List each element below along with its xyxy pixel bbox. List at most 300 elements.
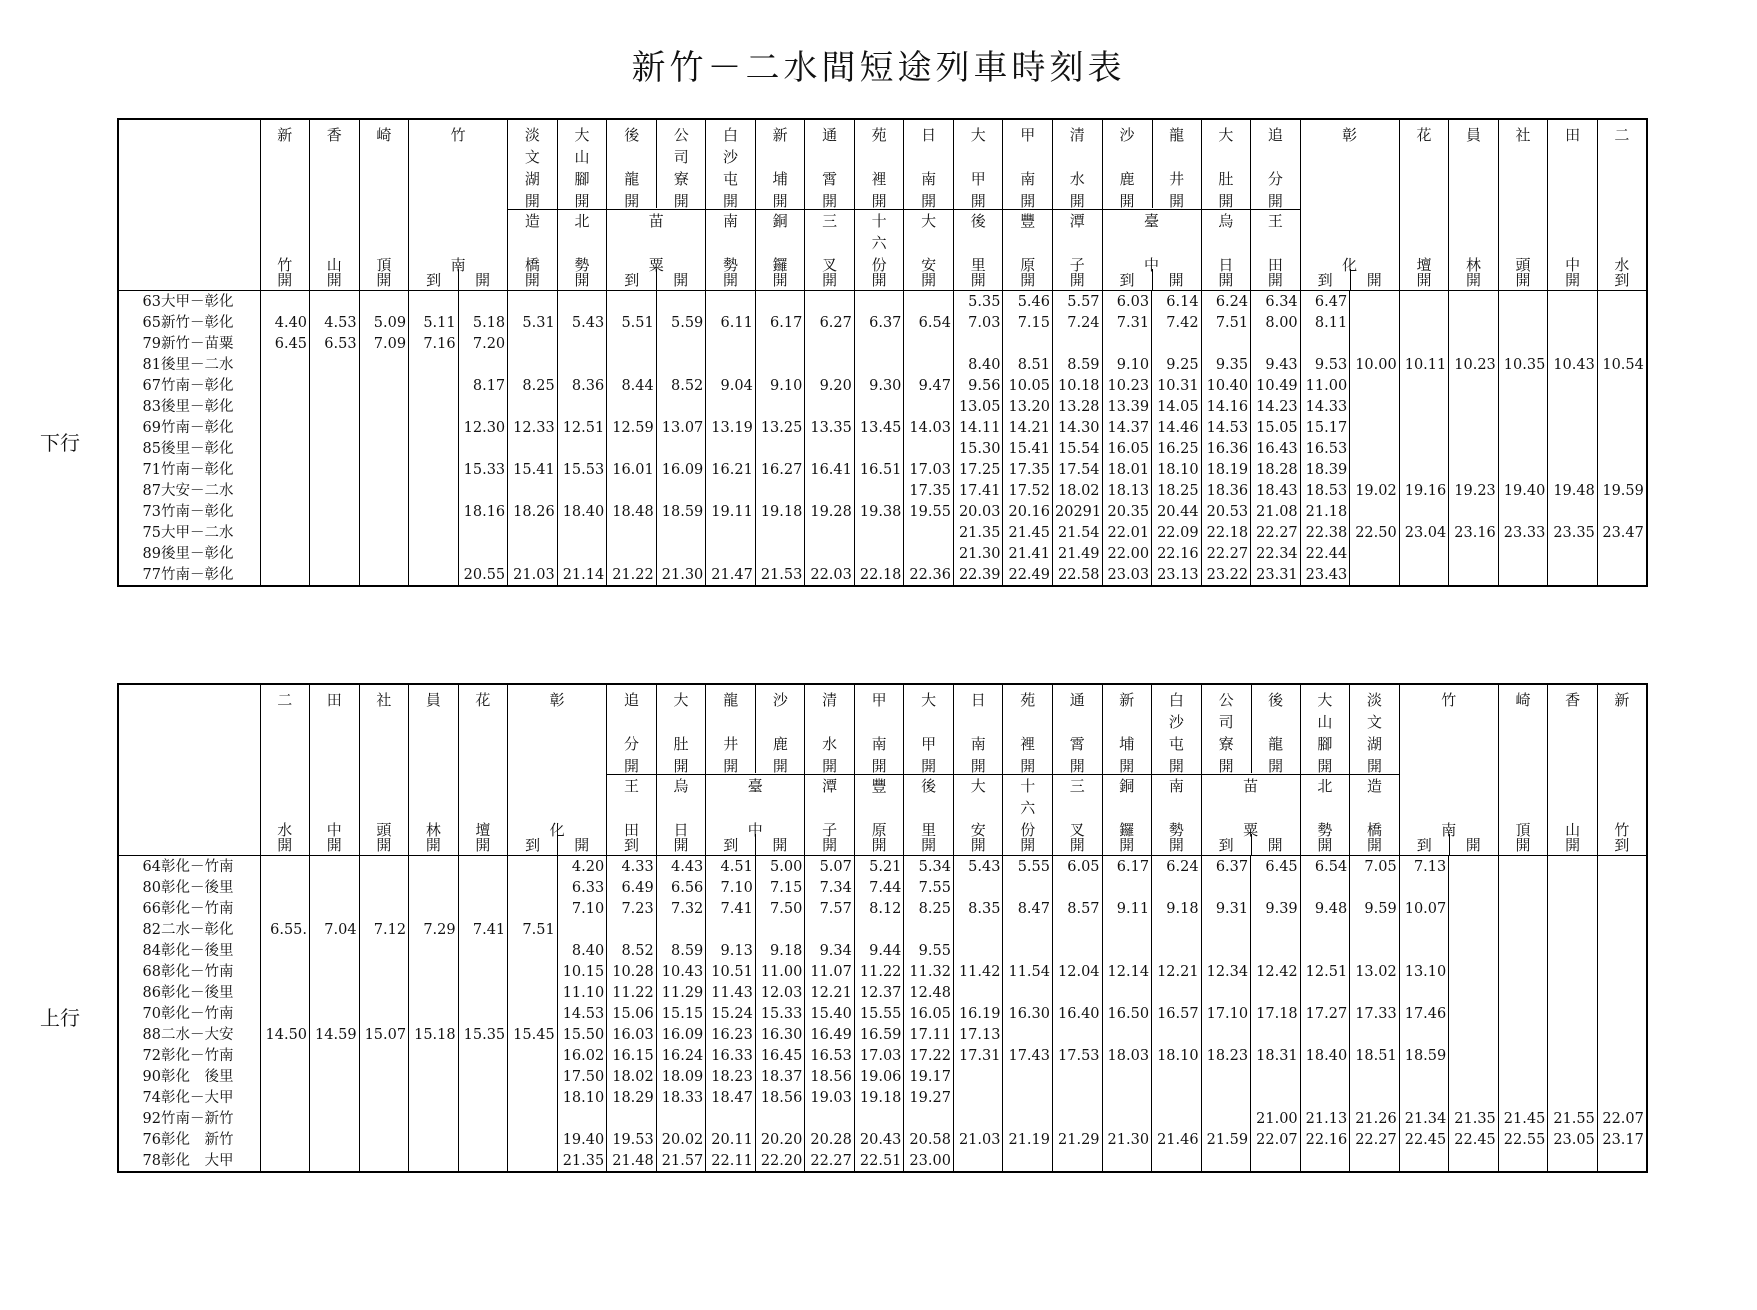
- time-cell: [607, 354, 657, 375]
- time-cell: 15.53: [557, 459, 607, 480]
- time-cell: 22.27: [1350, 1129, 1400, 1150]
- time-cell: 9.53: [1300, 354, 1350, 375]
- time-cell: [1102, 1108, 1152, 1129]
- time-cell: 18.10: [1152, 459, 1202, 480]
- time-cell: [1498, 417, 1548, 438]
- time-cell: 21.14: [557, 564, 607, 586]
- time-cell: 18.16: [458, 501, 508, 522]
- station-header: 白 沙 屯 開 南 勢 開: [1152, 684, 1202, 856]
- time-cell: 15.41: [1003, 438, 1053, 459]
- time-cell: [409, 417, 459, 438]
- time-cell: [1498, 1150, 1548, 1172]
- train-route: 大甲－二水: [161, 524, 234, 541]
- time-cell: 10.40: [1201, 375, 1251, 396]
- time-cell: [458, 1087, 508, 1108]
- time-cell: 11.43: [706, 982, 756, 1003]
- time-cell: 23.13: [1152, 564, 1202, 586]
- time-cell: 8.11: [1300, 312, 1350, 333]
- station-header: 崎 頂 開: [1498, 684, 1548, 856]
- time-cell: 16.03: [607, 1024, 657, 1045]
- time-cell: 14.50: [260, 1024, 310, 1045]
- station-header: 社 頭 開: [1498, 119, 1548, 291]
- time-cell: [1300, 940, 1350, 961]
- time-cell: [1449, 961, 1499, 982]
- time-cell: [1003, 1150, 1053, 1172]
- time-cell: 12.59: [607, 417, 657, 438]
- time-cell: 8.00: [1251, 312, 1301, 333]
- time-cell: [557, 396, 607, 417]
- time-cell: 17.31: [953, 1045, 1003, 1066]
- time-cell: [508, 396, 558, 417]
- time-cell: 14.30: [1053, 417, 1103, 438]
- time-cell: [1350, 1024, 1400, 1045]
- train-number: 81: [142, 356, 161, 373]
- time-cell: [260, 1108, 310, 1129]
- time-cell: 21.41: [1003, 543, 1053, 564]
- station-header: 白 沙 屯 開 南 勢 開: [706, 119, 756, 291]
- train-label: [118, 543, 260, 564]
- time-cell: 6.14: [1152, 291, 1202, 313]
- station-header: 田 中 開: [310, 684, 360, 856]
- train-label: [118, 1045, 260, 1066]
- time-cell: [310, 417, 360, 438]
- time-cell: [1498, 543, 1548, 564]
- station-header: 新 竹 開: [260, 119, 310, 291]
- time-cell: 7.41: [458, 919, 508, 940]
- time-cell: 15.30: [953, 438, 1003, 459]
- time-cell: 18.47: [706, 1087, 756, 1108]
- time-cell: [557, 1108, 607, 1129]
- time-cell: [458, 438, 508, 459]
- time-cell: 17.53: [1053, 1045, 1103, 1066]
- time-cell: 16.49: [805, 1024, 855, 1045]
- time-cell: 18.23: [706, 1066, 756, 1087]
- train-route: 竹南－彰化: [161, 503, 234, 520]
- time-cell: [310, 543, 360, 564]
- time-cell: [1449, 438, 1499, 459]
- train-label: [118, 1024, 260, 1045]
- time-cell: [260, 417, 310, 438]
- time-cell: 13.45: [854, 417, 904, 438]
- time-cell: [1498, 1024, 1548, 1045]
- time-cell: [359, 961, 409, 982]
- time-cell: 22.34: [1251, 543, 1301, 564]
- time-cell: [953, 982, 1003, 1003]
- time-cell: [1003, 919, 1053, 940]
- time-cell: [508, 940, 558, 961]
- time-cell: 14.11: [953, 417, 1003, 438]
- time-cell: 20.11: [706, 1129, 756, 1150]
- time-cell: 9.59: [1350, 898, 1400, 919]
- time-cell: [953, 1108, 1003, 1129]
- time-cell: [458, 1129, 508, 1150]
- time-cell: 15.54: [1053, 438, 1103, 459]
- time-cell: 5.11: [409, 312, 459, 333]
- time-cell: [359, 396, 409, 417]
- station-header: 大 山 腳 開 北 勢 開: [1300, 684, 1350, 856]
- time-cell: [1251, 1066, 1301, 1087]
- train-label: [118, 312, 260, 333]
- time-cell: [310, 982, 360, 1003]
- time-cell: [359, 522, 409, 543]
- time-cell: 6.56: [656, 877, 706, 898]
- time-cell: [1548, 961, 1598, 982]
- time-cell: [1548, 940, 1598, 961]
- time-cell: 18.26: [508, 501, 558, 522]
- time-cell: 21.35: [1449, 1108, 1499, 1129]
- time-cell: [1300, 919, 1350, 940]
- time-cell: 6.05: [1053, 856, 1103, 878]
- time-cell: [409, 1150, 459, 1172]
- time-cell: [1548, 333, 1598, 354]
- time-cell: [1003, 940, 1053, 961]
- time-cell: 18.02: [607, 1066, 657, 1087]
- time-cell: [508, 982, 558, 1003]
- time-cell: [1449, 1024, 1499, 1045]
- time-cell: [1449, 1003, 1499, 1024]
- time-cell: [656, 919, 706, 940]
- station-header: 通 霄 開 三 叉 開: [1053, 684, 1103, 856]
- time-cell: 21.30: [1102, 1129, 1152, 1150]
- time-cell: 13.35: [805, 417, 855, 438]
- time-cell: 18.02: [1053, 480, 1103, 501]
- train-route: 後里－二水: [161, 356, 234, 373]
- time-cell: 13.07: [656, 417, 706, 438]
- time-cell: [854, 480, 904, 501]
- time-cell: [458, 354, 508, 375]
- time-cell: [458, 480, 508, 501]
- time-cell: [458, 1045, 508, 1066]
- time-cell: [607, 291, 657, 313]
- time-cell: [805, 354, 855, 375]
- train-number: 71: [142, 461, 161, 478]
- time-cell: [458, 1066, 508, 1087]
- time-cell: [409, 1003, 459, 1024]
- time-cell: [1201, 940, 1251, 961]
- time-cell: 19.40: [557, 1129, 607, 1150]
- time-cell: 19.23: [1449, 480, 1499, 501]
- time-cell: [310, 856, 360, 878]
- time-cell: [1399, 877, 1449, 898]
- time-cell: 22.45: [1399, 1129, 1449, 1150]
- time-cell: 22.09: [1152, 522, 1202, 543]
- time-cell: [1449, 375, 1499, 396]
- train-number: 85: [142, 440, 161, 457]
- time-cell: [1053, 1066, 1103, 1087]
- time-cell: 9.34: [805, 940, 855, 961]
- time-cell: [1399, 564, 1449, 586]
- train-route: 彰化－竹南: [161, 963, 234, 980]
- time-cell: 22.27: [805, 1150, 855, 1172]
- train-route: 竹南－彰化: [161, 566, 234, 583]
- time-cell: 4.53: [310, 312, 360, 333]
- time-cell: [1449, 1150, 1499, 1172]
- time-cell: [1350, 982, 1400, 1003]
- time-cell: [904, 396, 954, 417]
- time-cell: 23.43: [1300, 564, 1350, 586]
- time-cell: [854, 1108, 904, 1129]
- station-header: 日 南 開 大 安 開: [904, 119, 954, 291]
- time-cell: 18.13: [1102, 480, 1152, 501]
- time-cell: 17.10: [1201, 1003, 1251, 1024]
- time-cell: 17.25: [953, 459, 1003, 480]
- train-number: 77: [142, 566, 161, 583]
- time-cell: [557, 480, 607, 501]
- time-cell: [1498, 312, 1548, 333]
- time-cell: [1053, 333, 1103, 354]
- time-cell: 11.32: [904, 961, 954, 982]
- time-cell: [1201, 1108, 1251, 1129]
- train-row: [118, 982, 1647, 1003]
- time-cell: 13.02: [1350, 961, 1400, 982]
- time-cell: [458, 543, 508, 564]
- time-cell: 23.22: [1201, 564, 1251, 586]
- time-cell: [656, 333, 706, 354]
- time-cell: [805, 1108, 855, 1129]
- time-cell: [1350, 417, 1400, 438]
- station-header: 清 水 開 潭 子 開: [1053, 119, 1103, 291]
- time-cell: 6.34: [1251, 291, 1301, 313]
- time-cell: 6.24: [1152, 856, 1202, 878]
- time-cell: [508, 1129, 558, 1150]
- time-cell: [409, 459, 459, 480]
- time-cell: 22.55: [1498, 1129, 1548, 1150]
- time-cell: [1003, 1024, 1053, 1045]
- time-cell: [1003, 1108, 1053, 1129]
- time-cell: [1548, 1045, 1598, 1066]
- station-header: 淡 文 湖 開 造 橋 開: [1350, 684, 1400, 856]
- time-cell: 16.41: [805, 459, 855, 480]
- train-row: [118, 459, 1647, 480]
- time-cell: 23.00: [904, 1150, 954, 1172]
- time-cell: [557, 438, 607, 459]
- station-header: 員 林 開: [409, 684, 459, 856]
- train-row: [118, 940, 1647, 961]
- time-cell: [310, 438, 360, 459]
- time-cell: 18.53: [1300, 480, 1350, 501]
- time-cell: 15.55: [854, 1003, 904, 1024]
- time-cell: [557, 333, 607, 354]
- time-cell: [755, 522, 805, 543]
- time-cell: [1053, 940, 1103, 961]
- station-header: 日 南 開 大 安 開: [953, 684, 1003, 856]
- time-cell: [1548, 919, 1598, 940]
- time-cell: 22.18: [1201, 522, 1251, 543]
- time-cell: [656, 480, 706, 501]
- train-number: 70: [142, 1005, 161, 1022]
- time-cell: 18.40: [1300, 1045, 1350, 1066]
- train-row: [118, 961, 1647, 982]
- time-cell: [1399, 333, 1449, 354]
- time-cell: 10.35: [1498, 354, 1548, 375]
- time-cell: [1003, 1066, 1053, 1087]
- time-cell: 10.31: [1152, 375, 1202, 396]
- time-cell: 7.44: [854, 877, 904, 898]
- time-cell: 6.37: [1201, 856, 1251, 878]
- time-cell: [904, 438, 954, 459]
- time-cell: 18.23: [1201, 1045, 1251, 1066]
- time-cell: 21.34: [1399, 1108, 1449, 1129]
- time-cell: 10.11: [1399, 354, 1449, 375]
- train-route: 後里－彰化: [161, 440, 234, 457]
- train-row: [118, 501, 1647, 522]
- station-header: 苑 裡 開 十 六 份 開: [1003, 684, 1053, 856]
- time-cell: [310, 459, 360, 480]
- time-cell: [1300, 333, 1350, 354]
- time-cell: [1251, 940, 1301, 961]
- time-cell: [953, 877, 1003, 898]
- time-cell: 5.00: [755, 856, 805, 878]
- time-cell: 22.01: [1102, 522, 1152, 543]
- time-cell: 8.47: [1003, 898, 1053, 919]
- down-timetable-section: [117, 118, 1646, 587]
- train-route: 大安－二水: [161, 482, 234, 499]
- time-cell: 23.03: [1102, 564, 1152, 586]
- time-cell: 5.21: [854, 856, 904, 878]
- train-route: 彰化－後里: [161, 879, 234, 896]
- time-cell: [1548, 898, 1598, 919]
- time-cell: [458, 856, 508, 878]
- time-cell: [706, 333, 756, 354]
- time-cell: 19.27: [904, 1087, 954, 1108]
- time-cell: [755, 1108, 805, 1129]
- time-cell: [409, 982, 459, 1003]
- time-cell: 15.41: [508, 459, 558, 480]
- time-cell: 21.54: [1053, 522, 1103, 543]
- time-cell: [1350, 564, 1400, 586]
- time-cell: 9.47: [904, 375, 954, 396]
- time-cell: 18.19: [1201, 459, 1251, 480]
- time-cell: 17.27: [1300, 1003, 1350, 1024]
- time-cell: [854, 291, 904, 313]
- time-cell: [1449, 1045, 1499, 1066]
- time-cell: 23.05: [1548, 1129, 1598, 1150]
- time-cell: 21.00: [1251, 1108, 1301, 1129]
- time-cell: [1399, 417, 1449, 438]
- time-cell: 10.54: [1597, 354, 1647, 375]
- time-cell: 10.05: [1003, 375, 1053, 396]
- time-cell: 10.18: [1053, 375, 1103, 396]
- time-cell: [1399, 438, 1449, 459]
- time-cell: [1548, 564, 1598, 586]
- time-cell: 18.03: [1102, 1045, 1152, 1066]
- time-cell: 8.57: [1053, 898, 1103, 919]
- time-cell: 19.28: [805, 501, 855, 522]
- time-cell: [359, 501, 409, 522]
- time-cell: 12.30: [458, 417, 508, 438]
- time-cell: [953, 1087, 1003, 1108]
- time-cell: 18.59: [656, 501, 706, 522]
- time-cell: 7.05: [1350, 856, 1400, 878]
- time-cell: 16.23: [706, 1024, 756, 1045]
- time-cell: [904, 333, 954, 354]
- time-cell: 9.44: [854, 940, 904, 961]
- time-cell: [805, 522, 855, 543]
- time-cell: 7.03: [953, 312, 1003, 333]
- time-cell: 21.53: [755, 564, 805, 586]
- time-cell: 20.16: [1003, 501, 1053, 522]
- time-cell: [1053, 1108, 1103, 1129]
- station-header: 社 頭 開: [359, 684, 409, 856]
- time-cell: [359, 1003, 409, 1024]
- time-cell: 15.15: [656, 1003, 706, 1024]
- time-cell: [1548, 438, 1598, 459]
- time-cell: 10.43: [656, 961, 706, 982]
- time-cell: [359, 438, 409, 459]
- time-cell: 11.00: [1300, 375, 1350, 396]
- time-cell: 18.51: [1350, 1045, 1400, 1066]
- time-cell: [359, 1087, 409, 1108]
- time-cell: [260, 1045, 310, 1066]
- time-cell: 6.47: [1300, 291, 1350, 313]
- time-cell: 6.45: [260, 333, 310, 354]
- time-cell: 21.22: [607, 564, 657, 586]
- train-number: 82: [142, 921, 161, 938]
- time-cell: 8.36: [557, 375, 607, 396]
- train-number: 63: [142, 293, 161, 310]
- time-cell: [1399, 396, 1449, 417]
- time-cell: [1102, 877, 1152, 898]
- time-cell: [1548, 1087, 1598, 1108]
- time-cell: 9.04: [706, 375, 756, 396]
- train-number: 83: [142, 398, 161, 415]
- station-header: 大 山 腳 開 北 勢 開: [557, 119, 607, 291]
- time-cell: [755, 480, 805, 501]
- time-cell: [1498, 1003, 1548, 1024]
- time-cell: 12.03: [755, 982, 805, 1003]
- train-label: [118, 333, 260, 354]
- time-cell: [1597, 1150, 1647, 1172]
- time-cell: [260, 543, 310, 564]
- time-cell: [656, 291, 706, 313]
- time-cell: [359, 940, 409, 961]
- time-cell: [1152, 1150, 1202, 1172]
- time-cell: [854, 396, 904, 417]
- time-cell: [1449, 459, 1499, 480]
- train-route: 竹南－彰化: [161, 461, 234, 478]
- time-cell: 6.11: [706, 312, 756, 333]
- time-cell: 19.03: [805, 1087, 855, 1108]
- time-cell: 7.42: [1152, 312, 1202, 333]
- time-cell: [805, 438, 855, 459]
- station-header: 大 甲 開 後 里 開: [904, 684, 954, 856]
- time-cell: 11.22: [854, 961, 904, 982]
- time-cell: [508, 438, 558, 459]
- time-cell: [1300, 877, 1350, 898]
- station-header: 追 分 開 王 田 開: [1251, 119, 1301, 291]
- time-cell: [1350, 333, 1400, 354]
- time-cell: [1498, 1045, 1548, 1066]
- station-header: 二 水 到: [1597, 119, 1647, 291]
- time-cell: [1350, 375, 1400, 396]
- time-cell: [508, 543, 558, 564]
- time-cell: 16.05: [904, 1003, 954, 1024]
- time-cell: [1548, 1066, 1598, 1087]
- time-cell: [310, 564, 360, 586]
- time-cell: 22.11: [706, 1150, 756, 1172]
- time-cell: 5.55: [1003, 856, 1053, 878]
- time-cell: [1449, 312, 1499, 333]
- time-cell: 21.03: [953, 1129, 1003, 1150]
- time-cell: [409, 396, 459, 417]
- time-cell: 21.08: [1251, 501, 1301, 522]
- time-cell: 16.50: [1102, 1003, 1152, 1024]
- time-cell: [607, 543, 657, 564]
- train-label: [118, 417, 260, 438]
- time-cell: [1597, 333, 1647, 354]
- time-cell: 14.21: [1003, 417, 1053, 438]
- time-cell: [359, 982, 409, 1003]
